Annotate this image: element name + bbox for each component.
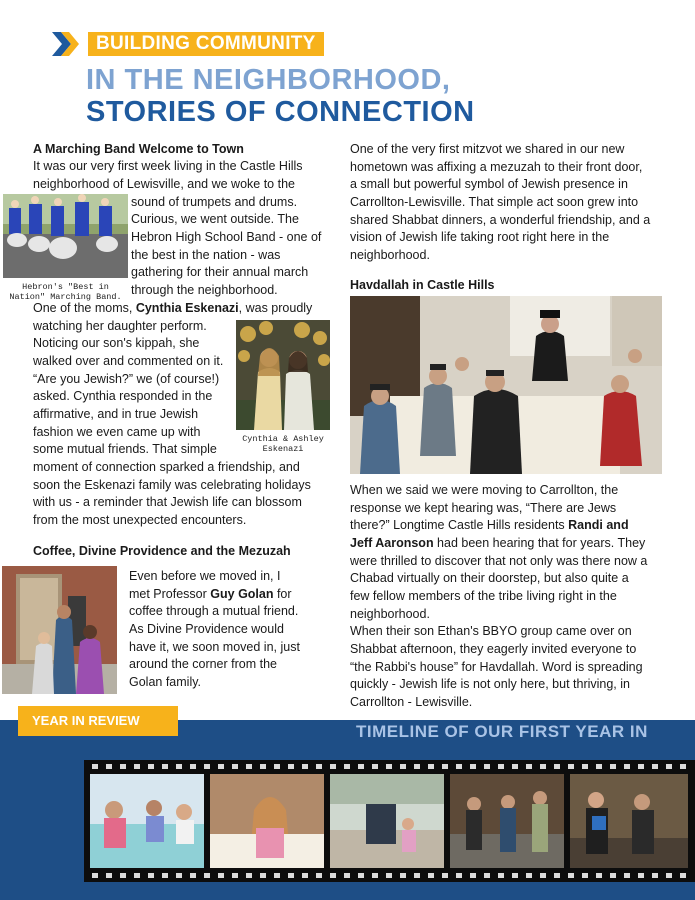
film-sprocket-hole bbox=[512, 764, 518, 769]
film-sprocket-hole bbox=[274, 764, 280, 769]
body-line: a small but powerful symbol of Jewish presence in bbox=[350, 177, 628, 191]
film-sprocket-hole bbox=[428, 873, 434, 878]
film-sprocket-hole bbox=[638, 873, 644, 878]
guy-golan-name: Guy Golan bbox=[210, 587, 274, 601]
film-sprocket-hole bbox=[246, 764, 252, 769]
body-line: Chabad virtually on their doorstep, but also quite a bbox=[350, 571, 629, 585]
film-sprocket-hole bbox=[526, 873, 532, 878]
film-sprocket-hole bbox=[484, 764, 490, 769]
band-photo-caption-line-2: Nation" Marching Band. bbox=[9, 292, 122, 302]
body-line: gathering for their annual march bbox=[131, 265, 309, 279]
film-sprocket-hole bbox=[624, 764, 630, 769]
film-sprocket-hole bbox=[470, 764, 476, 769]
film-sprocket-hole bbox=[190, 873, 196, 878]
body-line: Jeff Aaronson had been hearing that for years. They bbox=[350, 536, 646, 550]
section-tag: BUILDING COMMUNITY bbox=[88, 32, 324, 56]
film-sprocket-hole bbox=[176, 873, 182, 878]
body-line: When we said we were moving to Carrollton, the bbox=[350, 483, 619, 497]
film-sprocket-hole bbox=[540, 873, 546, 878]
film-sprocket-hole bbox=[302, 764, 308, 769]
film-sprocket-hole bbox=[666, 764, 672, 769]
body-line: Golan family. bbox=[129, 675, 202, 689]
film-sprocket-hole bbox=[274, 873, 280, 878]
film-sprocket-hole bbox=[680, 764, 686, 769]
chevron-logo-icon bbox=[52, 30, 80, 58]
body-line: some mutual friends. That simple bbox=[33, 442, 217, 456]
film-sprocket-hole bbox=[456, 764, 462, 769]
film-sprocket-hole bbox=[582, 873, 588, 878]
film-sprocket-hole bbox=[610, 873, 616, 878]
film-sprocket-hole bbox=[386, 873, 392, 878]
body-line: quickly - Jewish life is not only here, but thriving, in bbox=[350, 677, 630, 691]
film-sprocket-hole bbox=[456, 873, 462, 878]
film-sprocket-hole bbox=[400, 873, 406, 878]
cynthia-name: Cynthia Eskenazi bbox=[135, 301, 239, 315]
film-sprocket-hole bbox=[470, 873, 476, 878]
body-line: asked. Cynthia responded in the bbox=[33, 389, 213, 403]
film-frame-1 bbox=[90, 774, 204, 868]
body-line: affirmative, and in true Jewish bbox=[33, 407, 199, 421]
film-sprocket-hole bbox=[526, 764, 532, 769]
marching-band-heading: A Marching Band Welcome to Town bbox=[33, 142, 244, 156]
film-sprocket-hole bbox=[358, 873, 364, 878]
body-line: neighborhood. bbox=[350, 607, 430, 621]
marching-band-photo bbox=[3, 194, 128, 278]
film-sprocket-hole bbox=[554, 873, 560, 878]
film-strip bbox=[84, 760, 695, 882]
film-sprocket-hole bbox=[442, 873, 448, 878]
film-sprocket-hole bbox=[106, 873, 112, 878]
mezuzah-heading: Coffee, Divine Providence and the Mezuzah bbox=[33, 544, 291, 558]
mezuzah-door-photo bbox=[2, 566, 117, 694]
body-line: As Divine Providence would bbox=[129, 622, 284, 636]
film-frame-5 bbox=[570, 774, 688, 868]
film-frame-2 bbox=[210, 774, 324, 868]
page-title-line-1: IN THE NEIGHBORHOOD, bbox=[86, 64, 451, 96]
body-line: few fellow members of the tribe living right in the bbox=[350, 589, 617, 603]
film-sprocket-hole bbox=[92, 764, 98, 769]
film-sprocket-hole bbox=[232, 873, 238, 878]
cynthia-ashley-photo bbox=[236, 320, 330, 430]
film-sprocket-hole bbox=[218, 873, 224, 878]
film-sprocket-hole bbox=[162, 764, 168, 769]
body-line: One of the moms, Cynthia Eskenazi, was proudly bbox=[33, 301, 313, 315]
film-sprocket-hole bbox=[316, 764, 322, 769]
randi-name: Randi and bbox=[568, 518, 629, 532]
body-line: fashion we even came up with bbox=[33, 425, 201, 439]
film-sprocket-hole bbox=[148, 764, 154, 769]
body-line: When their son Ethan's BBYO group came over on bbox=[350, 624, 632, 638]
body-line: coffee through a mutual friend. bbox=[129, 604, 299, 618]
film-sprocket-hole bbox=[288, 873, 294, 878]
film-sprocket-hole bbox=[414, 873, 420, 878]
film-sprocket-hole bbox=[232, 764, 238, 769]
film-sprocket-hole bbox=[330, 873, 336, 878]
body-line: soon the Eskenazi family was celebrating holidays bbox=[33, 478, 311, 492]
film-sprocket-hole bbox=[596, 873, 602, 878]
film-sprocket-hole bbox=[204, 873, 210, 878]
film-sprocket-hole bbox=[414, 764, 420, 769]
body-line: watching her daughter perform. bbox=[33, 319, 207, 333]
body-line: Carrollton-Lewisville. That simple act soon grew into bbox=[350, 195, 639, 209]
body-line: “the Rabbi's house” for Havdallah. Word is spreading bbox=[350, 660, 643, 674]
body-line: It was our very first week living in the Castle Hills bbox=[33, 159, 303, 173]
film-sprocket-hole bbox=[568, 873, 574, 878]
body-line: shared Shabbat dinners, a wonderful friendship, and a bbox=[350, 213, 651, 227]
film-sprocket-hole bbox=[582, 764, 588, 769]
film-frame-3 bbox=[330, 774, 444, 868]
body-line: Noticing our son's kippah, she bbox=[33, 336, 200, 350]
film-sprocket-hole bbox=[652, 873, 658, 878]
film-sprocket-hole bbox=[652, 764, 658, 769]
film-sprocket-hole bbox=[330, 764, 336, 769]
year-in-review-tag: YEAR IN REVIEW bbox=[18, 706, 178, 736]
body-line: sound of trumpets and drums. bbox=[131, 195, 298, 209]
film-sprocket-hole bbox=[190, 764, 196, 769]
body-line: response we kept hearing was, “There are Jews bbox=[350, 501, 617, 515]
body-line: walked over and commented on it. bbox=[33, 354, 224, 368]
film-sprocket-hole bbox=[316, 873, 322, 878]
film-sprocket-hole bbox=[666, 873, 672, 878]
film-sprocket-hole bbox=[498, 764, 504, 769]
body-line: “Are you Jewish?” we (of course!) bbox=[33, 372, 220, 386]
body-line: One of the very first mitzvot we shared in our new bbox=[350, 142, 625, 156]
havdallah-heading: Havdallah in Castle Hills bbox=[350, 278, 495, 292]
body-line: from the most unexpected encounters. bbox=[33, 513, 247, 527]
cynthia-caption-line-2: Eskenazi bbox=[262, 444, 304, 454]
film-sprocket-hole bbox=[344, 764, 350, 769]
body-line: vision of Jewish life taking root right here in the bbox=[350, 230, 610, 244]
body-line: moment of connection sparked a friendship, and bbox=[33, 460, 300, 474]
film-sprocket-hole bbox=[624, 873, 630, 878]
body-line: neighborhood. bbox=[350, 248, 430, 262]
band-photo-caption-line-1: Hebron's "Best in bbox=[22, 282, 109, 292]
film-sprocket-hole bbox=[106, 764, 112, 769]
film-sprocket-hole bbox=[568, 764, 574, 769]
film-sprocket-hole bbox=[246, 873, 252, 878]
body-line: Hebron High School Band - one of bbox=[131, 230, 322, 244]
body-line: around the corner from the bbox=[129, 657, 277, 671]
film-sprocket-hole bbox=[134, 764, 140, 769]
body-line: Shabbat afternoon, they eagerly invited everyone to bbox=[350, 642, 637, 656]
body-line: through the neighborhood. bbox=[131, 283, 278, 297]
film-sprocket-hole bbox=[204, 764, 210, 769]
timeline-title: TIMELINE OF OUR FIRST YEAR IN bbox=[356, 722, 648, 741]
film-sprocket-hole bbox=[134, 873, 140, 878]
body-line: have it, we soon moved in, just bbox=[129, 640, 300, 654]
film-sprocket-hole bbox=[512, 873, 518, 878]
film-sprocket-hole bbox=[288, 764, 294, 769]
film-sprocket-hole bbox=[428, 764, 434, 769]
body-line: Curious, we went outside. The bbox=[131, 212, 299, 226]
film-sprocket-hole bbox=[302, 873, 308, 878]
body-line: Carrollton - Lewisville. bbox=[350, 695, 473, 709]
body-line: there?” Longtime Castle Hills residents Randi and bbox=[350, 518, 629, 532]
body-line: hometown was affixing a mezuzah to their front door, bbox=[350, 160, 643, 174]
film-sprocket-hole bbox=[610, 764, 616, 769]
body-line: with us - a reminder that Jewish life can blossom bbox=[33, 495, 302, 509]
havdallah-photo bbox=[350, 296, 662, 474]
film-sprocket-hole bbox=[540, 764, 546, 769]
film-sprocket-hole bbox=[162, 873, 168, 878]
film-sprocket-hole bbox=[680, 873, 686, 878]
film-sprocket-hole bbox=[372, 764, 378, 769]
jeff-name: Jeff Aaronson bbox=[350, 536, 434, 550]
film-sprocket-hole bbox=[92, 873, 98, 878]
cynthia-caption-line-1: Cynthia & Ashley bbox=[242, 434, 324, 444]
page-title-line-2: STORIES OF CONNECTION bbox=[86, 96, 475, 128]
body-line: Even before we moved in, I bbox=[129, 569, 281, 583]
body-line: neighborhood of Lewisville, and we woke to the bbox=[33, 177, 295, 191]
body-line: were thrilled to discover that not only was there now a bbox=[350, 554, 648, 568]
film-frame-4 bbox=[450, 774, 564, 868]
film-sprocket-hole bbox=[400, 764, 406, 769]
film-sprocket-hole bbox=[484, 873, 490, 878]
film-sprocket-hole bbox=[372, 873, 378, 878]
film-sprocket-hole bbox=[358, 764, 364, 769]
body-line: met Professor Guy Golan for bbox=[129, 587, 292, 601]
film-sprocket-hole bbox=[148, 873, 154, 878]
film-sprocket-hole bbox=[260, 873, 266, 878]
film-sprocket-hole bbox=[442, 764, 448, 769]
film-sprocket-hole bbox=[120, 764, 126, 769]
film-sprocket-hole bbox=[386, 764, 392, 769]
film-sprocket-hole bbox=[596, 764, 602, 769]
film-sprocket-hole bbox=[554, 764, 560, 769]
film-sprocket-hole bbox=[638, 764, 644, 769]
body-line: the best in the nation - was bbox=[131, 248, 281, 262]
film-sprocket-hole bbox=[344, 873, 350, 878]
film-sprocket-hole bbox=[260, 764, 266, 769]
film-sprocket-hole bbox=[176, 764, 182, 769]
film-sprocket-hole bbox=[498, 873, 504, 878]
film-sprocket-hole bbox=[120, 873, 126, 878]
film-sprocket-hole bbox=[218, 764, 224, 769]
